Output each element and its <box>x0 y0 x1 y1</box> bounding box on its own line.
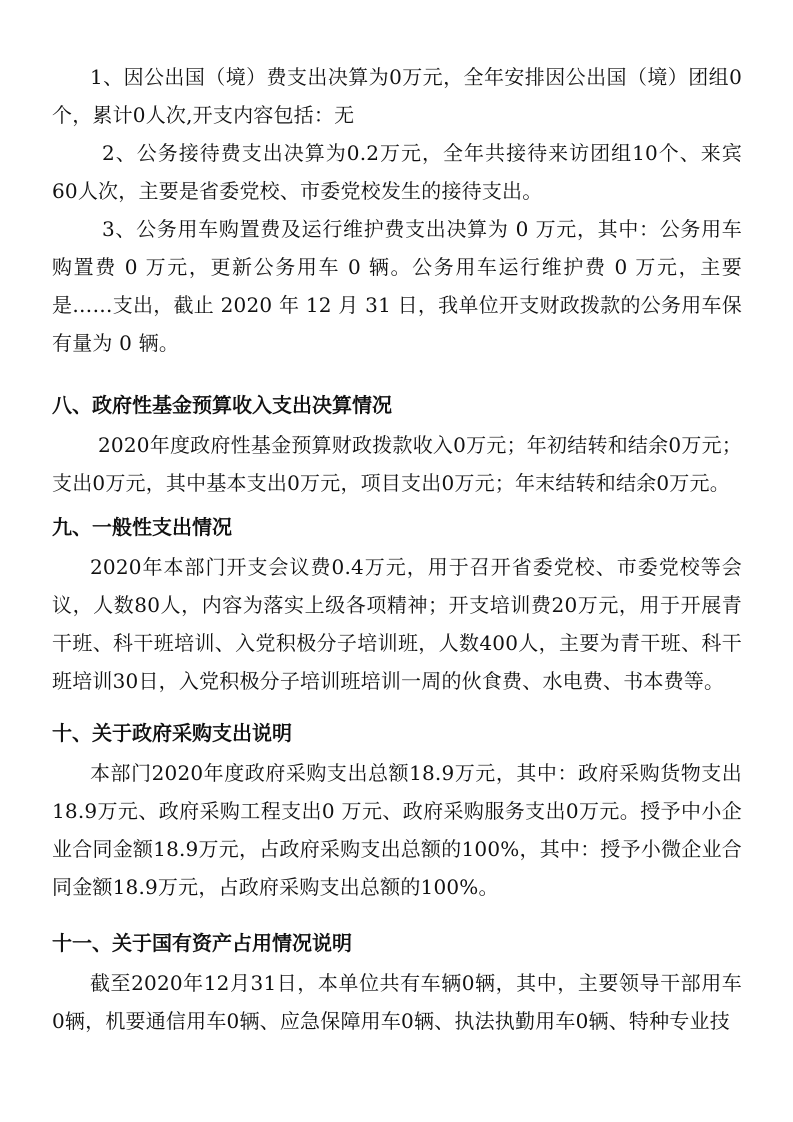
section-heading-state-assets: 十一、关于国有资产占用情况说明 <box>52 931 352 955</box>
paragraph-government-procurement: 本部门2020年度政府采购支出总额18.9万元，其中：政府采购货物支出18.9万元、政府采购工程支出0 万元、政府采购服务支出0万元。授予中小企业合同金额18.9万元，占政府采购支出总额的100%，其中：授予小微企业合同金额18.9万元，占政府采购支出总额的100%。 <box>52 761 742 899</box>
section-heading-government-procurement: 十、关于政府采购支出说明 <box>52 721 292 745</box>
section-heading-government-fund: 八、政府性基金预算收入支出决算情况 <box>52 393 392 417</box>
paragraph-overseas-travel: 1、因公出国（境）费支出决算为0万元，全年安排因公出国（境）团组0个，累计0人次,开支内容包括：无 <box>52 65 742 127</box>
paragraph-vehicle-expense: 3、公务用车购置费及运行维护费支出决算为 0 万元，其中：公务用车购置费 0 万元，更新公务用车 0 辆。公务用车运行维护费 0 万元，主要是……支出，截止 2020 年 12 月 31 日，我单位开支财政拨款的公务用车保有量为 0 辆。 <box>52 217 742 355</box>
paragraph-reception-expense: 2、公务接待费支出决算为0.2万元，全年共接待来访团组10个、来宾60人次，主要是省委党校、市委党校发生的接待支出。 <box>52 141 742 203</box>
section-heading-general-expense: 九、一般性支出情况 <box>52 515 232 539</box>
paragraph-general-expense: 2020年本部门开支会议费0.4万元，用于召开省委党校、市委党校等会议，人数80人，内容为落实上级各项精神；开支培训费20万元，用于开展青干班、科干班培训、入党积极分子培训班，人数400人，主要为青干班、科干班培训30日，入党积极分子培训班培训一周的伙食费、水电费、书本费等。 <box>52 555 742 693</box>
paragraph-state-assets: 截至2020年12月31日，本单位共有车辆0辆，其中，主要领导干部用车0辆，机要通信用车0辆、应急保障用车0辆、执法执勤用车0辆、特种专业技 <box>52 971 742 1033</box>
paragraph-government-fund: 2020年度政府性基金预算财政拨款收入0万元；年初结转和结余0万元；支出0万元，其中基本支出0万元，项目支出0万元；年末结转和结余0万元。 <box>52 433 742 495</box>
